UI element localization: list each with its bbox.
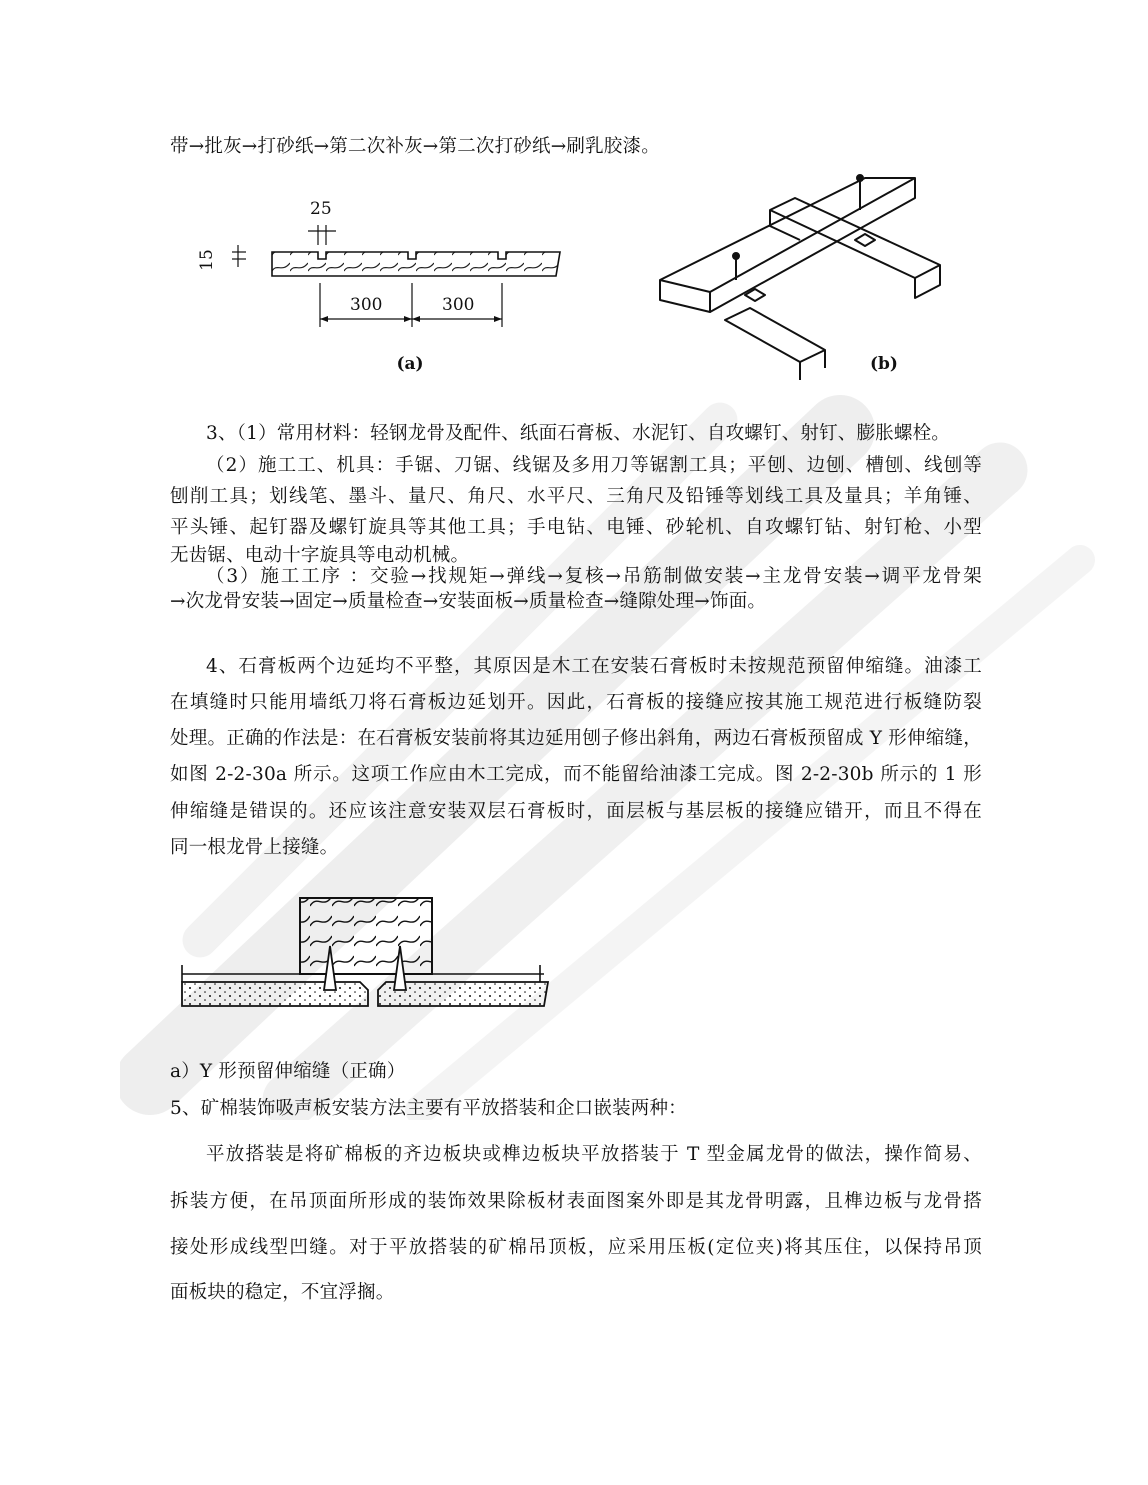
- figure-caption-y-joint: a）Y 形预留伸缩缝（正确）: [170, 1061, 406, 1082]
- figure-y-joint-diagram: [178, 890, 558, 1040]
- paragraph-line: 带→批灰→打砂纸→第二次补灰→第二次打砂纸→刷乳胶漆。: [170, 136, 660, 157]
- paragraph-line: 平放搭装是将矿棉板的齐边板块或榫边板块平放搭装于 T 型金属龙骨的做法，操作简易、: [206, 1144, 982, 1165]
- paragraph-line: 拆装方便，在吊顶面所形成的装饰效果除板材表面图案外即是其龙骨明露，且榫边板与龙骨搭: [170, 1191, 982, 1212]
- paragraph-line: 接处形成线型凹缝。对于平放搭装的矿棉吊顶板，应采用压板(定位夹)将其压住，以保持吊顶: [170, 1237, 982, 1258]
- dimension-label: 300: [350, 295, 383, 315]
- paragraph-line: →次龙骨安装→固定→质量检查→安装面板→质量检查→缝隙处理→饰面。: [170, 591, 767, 612]
- dimension-label: 25: [310, 199, 332, 219]
- paragraph-line: 3、（1）常用材料：轻钢龙骨及配件、纸面石膏板、水泥钉、自攻螺钉、射钉、膨胀螺栓。: [206, 423, 950, 444]
- paragraph-line: 在填缝时只能用墙纸刀将石膏板边延划开。因此，石膏板的接缝应按其施工规范进行板缝防裂: [170, 692, 982, 713]
- figure-caption-a: (a): [396, 354, 424, 374]
- paragraph-line: 处理。正确的作法是：在石膏板安装前将其边延用刨子修出斜角，两边石膏板预留成 Y 形伸缩缝，: [170, 728, 982, 749]
- paragraph-line: （3）施工工序 ：交验→找规矩→弹线→复核→吊筋制做安装→主龙骨安装→调平龙骨架: [206, 566, 982, 587]
- figure-caption-b: (b): [870, 354, 898, 374]
- paragraph-line: 4、石膏板两个边延均不平整，其原因是木工在安装石膏板时未按规范预留伸缩缝。油漆工: [206, 656, 982, 677]
- paragraph-line: 平头锤、起钉器及螺钉旋具等其他工具；手电钻、电锤、砂轮机、自攻螺钉钻、射钉枪、小型: [170, 517, 982, 538]
- paragraph-line: 同一根龙骨上接缝。: [170, 837, 339, 858]
- paragraph-line: 伸缩缝是错误的。还应该注意安装双层石膏板时，面层板与基层板的接缝应错开，而且不得在: [170, 801, 982, 822]
- figure-a-board-diagram: [200, 195, 570, 345]
- dimension-label: 15: [196, 249, 217, 271]
- paragraph-line: （2）施工工、机具：手锯、刀锯、线锯及多用刀等锯割工具；平刨、边刨、槽刨、线刨等: [206, 455, 982, 476]
- paragraph-line: 5、矿棉装饰吸声板安装方法主要有平放搭装和企口嵌装两种：: [170, 1098, 687, 1119]
- dimension-label: 300: [442, 295, 475, 315]
- paragraph-line: 无齿锯、电动十字旋具等电动机械。: [170, 545, 470, 566]
- paragraph-line: 面板块的稳定，不宜浮搁。: [170, 1282, 395, 1303]
- figure-b-joist-diagram: [650, 170, 950, 380]
- paragraph-line: 如图 2-2-30a 所示。这项工作应由木工完成，而不能留给油漆工完成。图 2-2-30b 所示的 1 形: [170, 764, 982, 785]
- paragraph-line: 刨削工具；划线笔、墨斗、量尺、角尺、水平尺、三角尺及铅锤等划线工具及量具；羊角锤、: [170, 486, 982, 507]
